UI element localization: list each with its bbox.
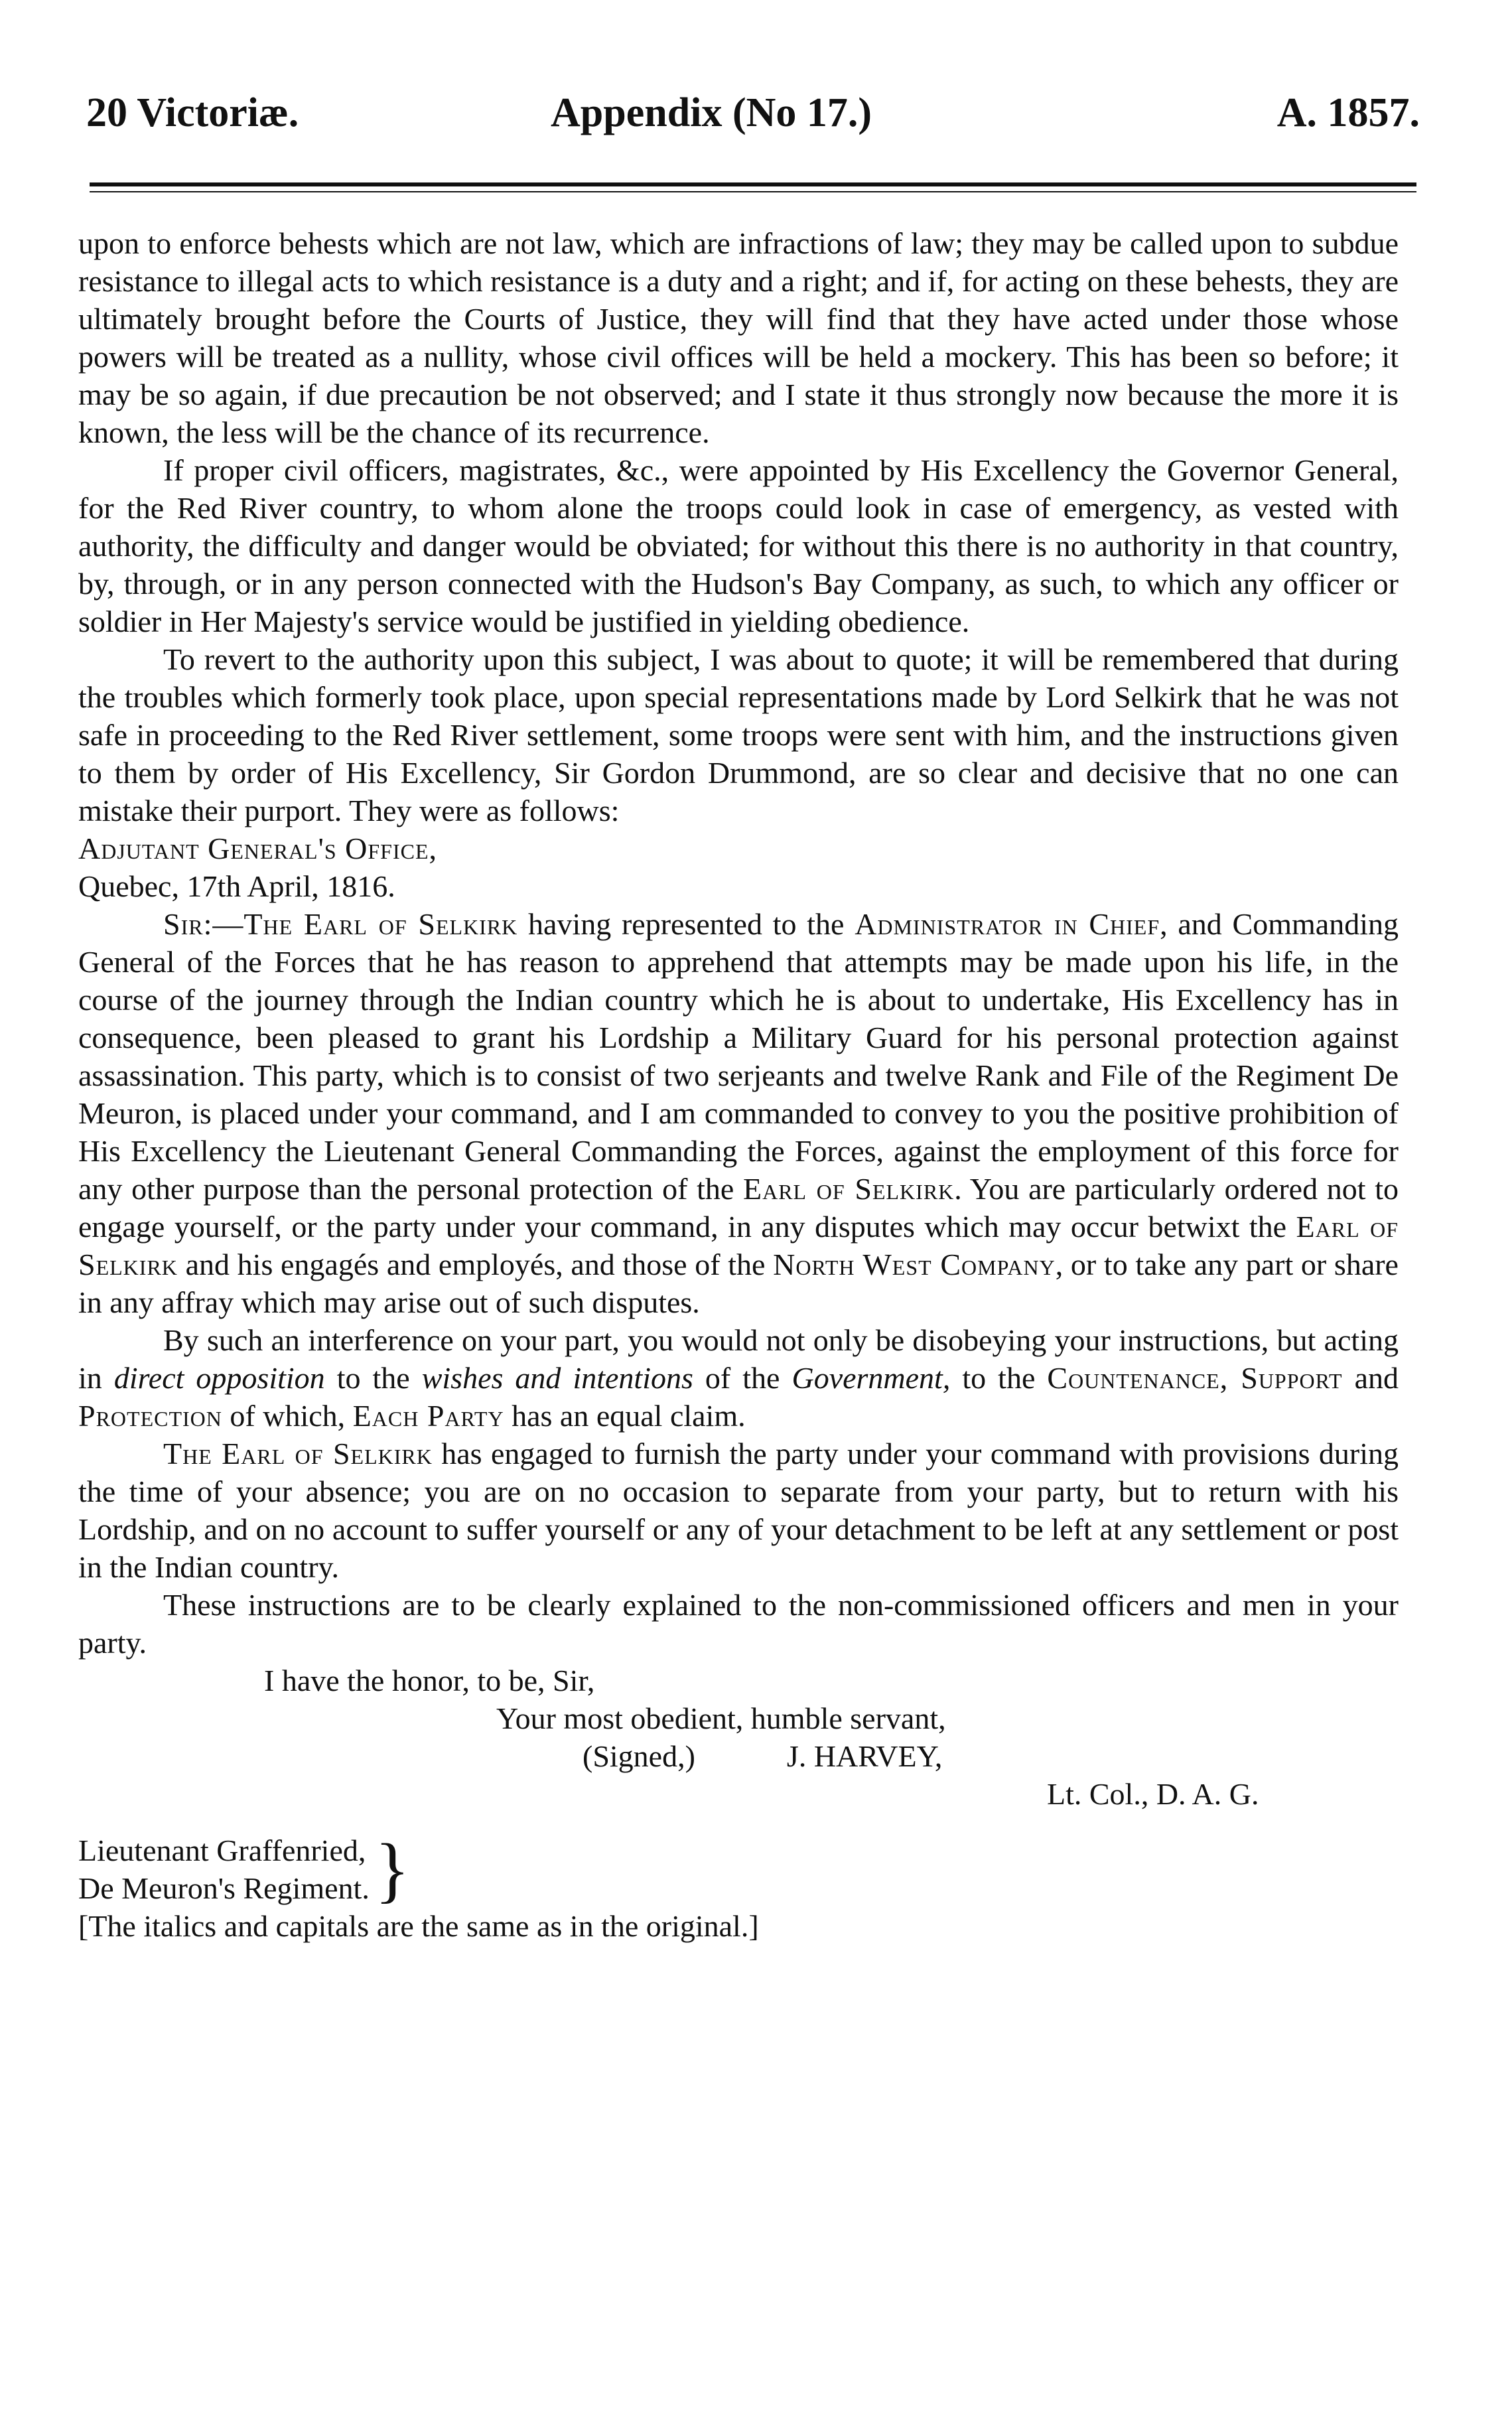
body-text xyxy=(78,224,1399,1945)
addressee-regiment: De Meuron's Regiment. xyxy=(78,1871,370,1905)
signed-label: (Signed,) xyxy=(583,1739,695,1773)
addressee-brace: } xyxy=(374,1829,410,1910)
letter-closing-1: I have the honor, to be, Sir, xyxy=(264,1664,595,1697)
editorial-note: [The italics and capitals are the same as in the original.] xyxy=(78,1909,759,1943)
paragraph-2: If proper civil officers, magistrates, &c., were appointed by His Excellency the Governor General, for the Red River country, to whom alone the troops could look in case of emergency, as vested with authority, the difficulty and danger would be obviated; for without this there is no authority in that country, by, through, or in any person connected with the Hudson's Bay Company, as such, to which any officer or soldier in Her Majesty's service would be justified in yielding obedience. xyxy=(78,453,1399,638)
addressee-block xyxy=(78,1829,1399,1910)
header-rule-thin xyxy=(90,191,1416,192)
letter-place-date: Quebec, 17th April, 1816. xyxy=(78,869,395,903)
paragraph-1: upon to enforce behests which are not law, which are infractions of law; they may be called upon to subdue resistance to illegal acts to which resistance is a duty and a right; and if, for acting on these behests, they are ultimately brought before the Courts of Justice, they will find that they have acted under those whose powers will be treated as a nullity, whose civil offices will be held a mockery. This has been so before; it may be so again, if due precaution be not observed; and I state it thus strongly now because the more it is known, the less will be the chance of its recurrence. xyxy=(78,226,1399,449)
letter-paragraph-2: By such an interference on your part, you would not only be disobeying your instructions, but acting in direct opposition to the wishes and intentions of the Government, to the Countenance, Support and Protection of which, Each Party has an equal claim. xyxy=(78,1323,1399,1433)
earl-name: The Earl of Selkirk xyxy=(243,907,518,941)
running-header xyxy=(86,90,1420,136)
salutation: Sir:— xyxy=(163,907,244,941)
header-year: A. 1857. xyxy=(1276,90,1420,135)
letter-office: Adjutant General's Office, xyxy=(78,831,438,865)
signer-name: J. HARVEY, xyxy=(786,1739,943,1773)
letter-signature-line xyxy=(583,1737,1399,1775)
letter-closing-2: Your most obedient, humble servant, xyxy=(496,1701,946,1735)
letter-paragraph-3: The Earl of Selkirk has engaged to furnish the party under your command with provisions during the time of your absence; you are on no occasion to separate from your party, but to return with his Lordship, and on no account to suffer yourself or any of your detachment to be left at any settlement or post in the Indian country. xyxy=(78,1437,1399,1584)
addressee-name: Lieutenant Graffenried, xyxy=(78,1833,366,1867)
header-rule-thick xyxy=(90,182,1416,186)
company-name: North West Company xyxy=(773,1248,1056,1281)
header-session: 20 Victoriæ. xyxy=(86,90,299,135)
administrator-title: Administrator in Chief xyxy=(855,907,1160,941)
letter-paragraph-1: Sir:—The Earl of Selkirk having represented to the Administrator in Chief, and Commanding General of the Forces that he has reason to apprehend that attempts may be made upon his life, in the course of the journey through the Indian country which he is about to undertake, His Excellency has in consequence, been pleased to grant his Lordship a Military Guard for his personal protection against assassination. This party, which is to consist of two serjeants and twelve Rank and File of the Regiment De Meuron, is placed under your command, and I am commanded to convey to you the positive prohibition of His Excellency the Lieutenant General Commanding the Forces, against the employment of this force for any other purpose than the personal protection of the Earl of Selkirk. You are particularly ordered not to engage yourself, or the party under your command, in any disputes which may occur betwixt the Earl of Selkirk and his engagés and employés, and those of the North West Company, or to take any part or share in any affray which may arise out of such disputes. xyxy=(78,907,1399,1319)
header-appendix: Appendix (No 17.) xyxy=(551,90,872,135)
letter-paragraph-4: These instructions are to be clearly explained to the non-commissioned officers and men in your party. xyxy=(78,1588,1399,1660)
quoted-letter xyxy=(78,829,1399,1910)
paragraph-3: To revert to the authority upon this subject, I was about to quote; it will be remembered that during the troubles which formerly took place, upon special representations made by Lord Selkirk that he was not safe in proceeding to the Red River settlement, some troops were sent with him, and the instructions given to them by order of His Excellency, Sir Gordon Drummond, are so clear and decisive that no one can mistake their purport. They were as follows: xyxy=(78,642,1399,827)
signer-rank: Lt. Col., D. A. G. xyxy=(1047,1777,1259,1811)
